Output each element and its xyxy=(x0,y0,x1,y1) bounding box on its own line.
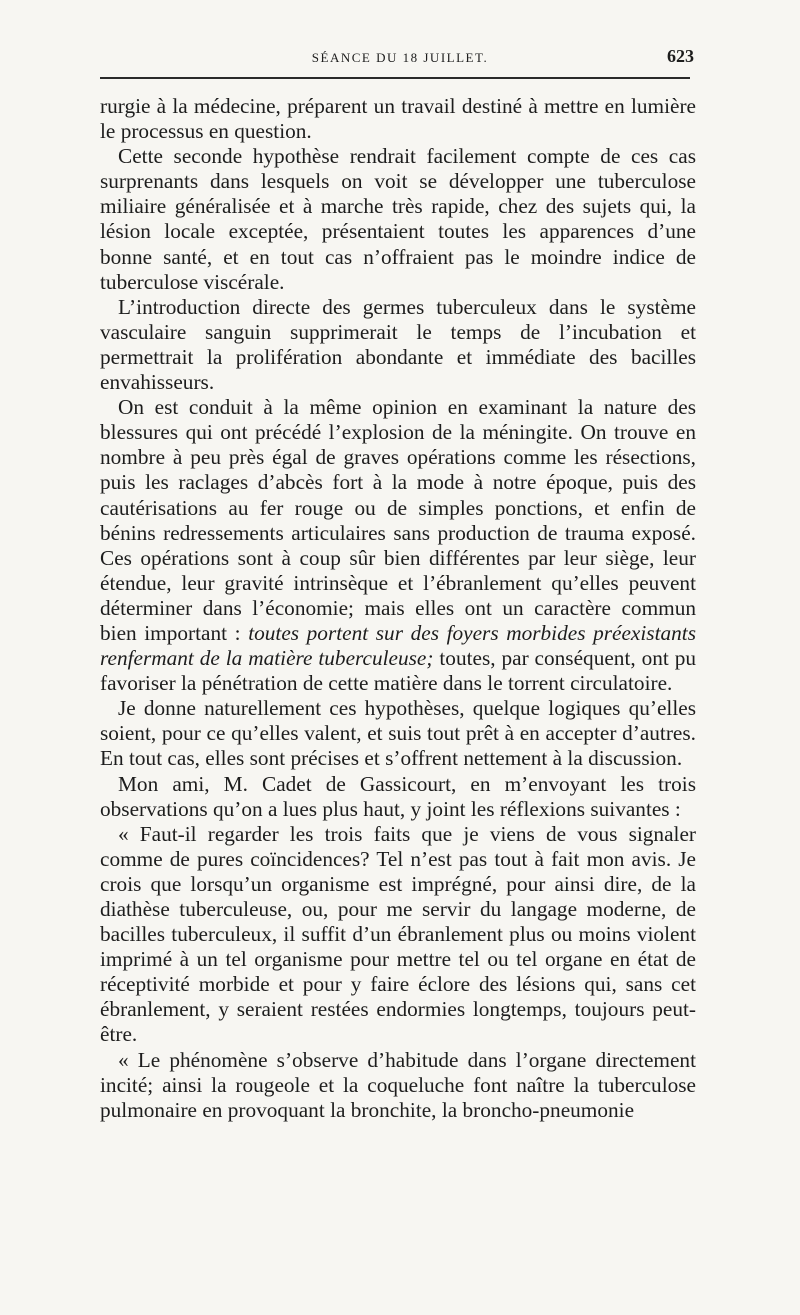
paragraph xyxy=(100,94,696,144)
italic-run: toutes portent sur des foyers morbides préexistants renfermant de la matière tuberculeuse; xyxy=(100,620,696,671)
running-header xyxy=(100,46,700,74)
header-title: SÉANCE DU 18 JUILLET. xyxy=(311,50,489,65)
text-run: Cette seconde hypothèse rendrait facilement compte de ces cas surprenants dans lesquels on voit se développer une tuberculose miliaire généralisée et à marche très rapide, chez des sujets qui, la lésion locale exceptée, présentaient toutes les apparences d’une bonne santé, et en tout cas n’offraient pas le moindre indice de tuberculose viscérale. xyxy=(100,144,696,294)
paragraph xyxy=(100,696,696,771)
paragraph xyxy=(100,772,696,822)
text-run: « Faut-il regarder les trois faits que je viens de vous signaler comme de pures coïncidences? Tel n’est pas tout à fait mon avis. Je crois que lorsqu’un organisme est imprégné, pour ainsi dire, de la diathèse tuberculeuse, ou, pour me servir du langage moderne, de bacilles tuberculeux, il suffit d’un ébranlement plus ou moins violent imprimé à un tel organisme pour mettre tel ou tel organe en état de réceptivité morbide et pour y faire éclore des lésions qui, sans cet ébranlement, y seraient restées endormies longtemps, toujours peut-être. xyxy=(100,821,696,1047)
text-run: rurgie à la médecine, préparent un travail destiné à mettre en lumière le processus en question. xyxy=(100,94,696,144)
text-run: L’introduction directe des germes tuberculeux dans le système vasculaire sanguin supprimerait le temps de l’incubation et permettrait la prolifération abondante et immédiate des bacilles envahisseurs. xyxy=(100,294,696,395)
body-text xyxy=(100,94,696,1123)
page-number: 623 xyxy=(667,46,694,66)
text-run: Je donne naturellement ces hypothèses, quelque logiques qu’elles soient, pour ce qu’elles valent, et suis tout prêt à en accepter d’autres. En tout cas, elles sont précises et s’offrent nettement à la discussion. xyxy=(100,696,696,771)
text-run: On est conduit à la même opinion en examinant la nature des blessures qui ont précédé l’explosion de la méningite. On trouve en nombre à peu près égal de graves opérations comme les résections, puis les raclages d’abcès fort à la mode à notre époque, puis des cautérisations au fer rouge ou de simples ponctions, et enfin de bénins redressements articulaires sans production de trauma exposé. Ces opérations sont à coup sûr bien différentes par leur siège, leur étendue, leur gravité intrinsèque et l’ébranlement qu’elles peuvent déterminer dans l’économie; mais elles ont un caractère commun bien important : xyxy=(100,395,696,645)
header-rule xyxy=(100,77,690,79)
paragraph xyxy=(100,1048,696,1123)
text-run: toutes, par conséquent, ont pu favoriser la pénétration de cette matière dans le torrent circulatoire. xyxy=(100,646,696,696)
paragraph xyxy=(100,144,696,295)
paragraph xyxy=(100,295,696,395)
paragraph xyxy=(100,395,696,696)
paragraph xyxy=(100,822,696,1048)
text-run: « Le phénomène s’observe d’habitude dans l’organe directement incité; ainsi la rougeole et la coqueluche font naître la tuberculose pulmonaire en provoquant la bronchite, la broncho-pneumonie xyxy=(100,1047,696,1122)
text-run: Mon ami, M. Cadet de Gassicourt, en m’envoyant les trois observations qu’on a lues plus haut, y joint les réflexions suivantes : xyxy=(100,771,696,821)
